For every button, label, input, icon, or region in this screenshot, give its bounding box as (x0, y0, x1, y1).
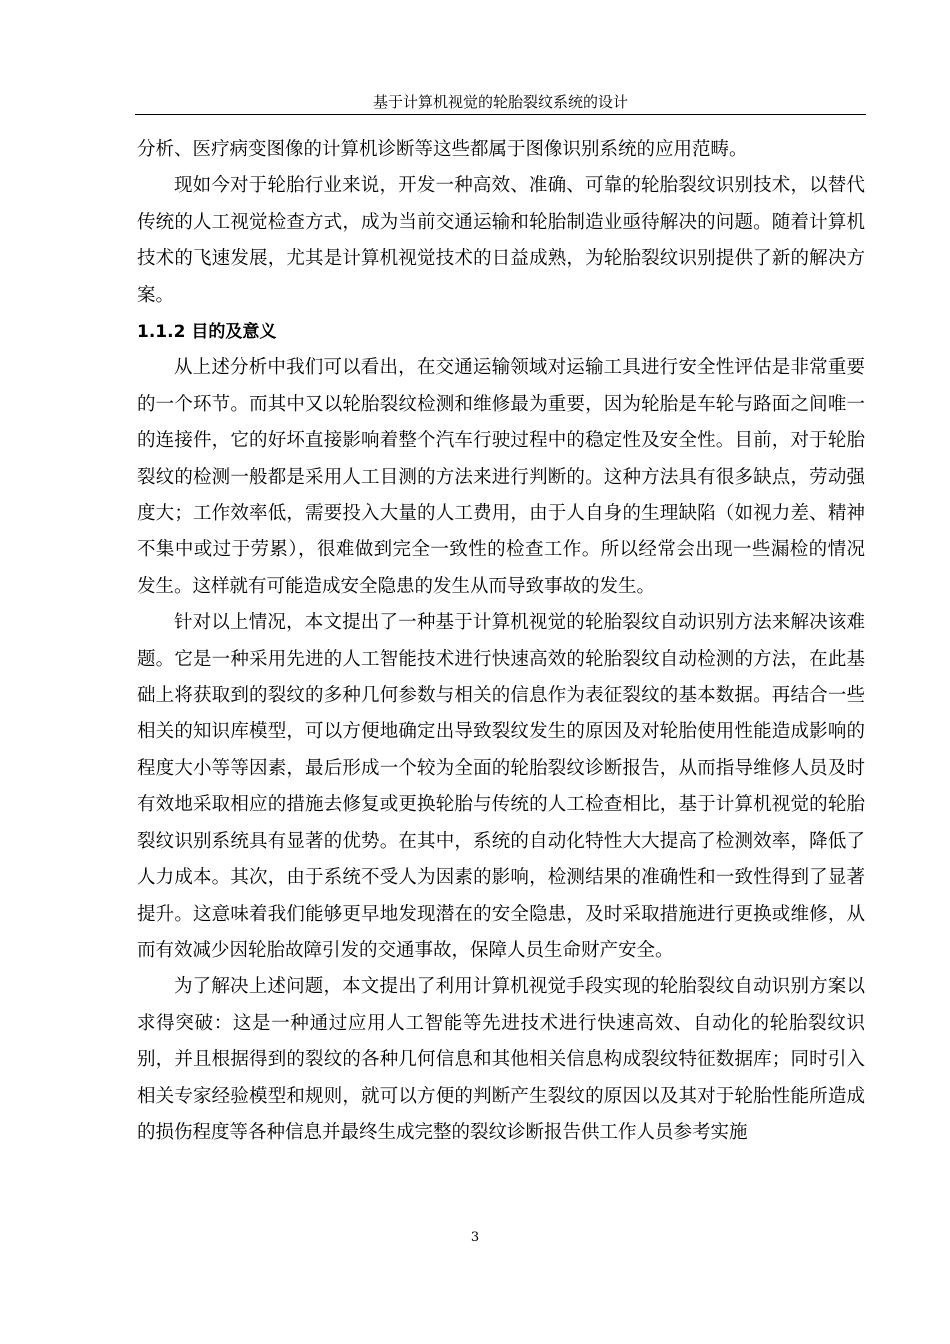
paragraph-continuation: 分析、医疗病变图像的计算机诊断等这些都属于图像识别系统的应用范畴。 (137, 139, 748, 160)
section-heading: 1.1.2 目的及意义 (137, 322, 277, 343)
paragraph-solution: 为了解决上述问题，本文提出了利用计算机视觉手段实现的轮胎裂纹自动识别方案以求得突破：这是一种通过应用人工智能等先进技术进行快速高效、自动化的轮胎裂纹识别，并且根据得到的裂纹的各种几何信息和其他相关信息构成裂纹特征数据库；同时引入相关专家经验模型和规则，就可以方便的判断产生裂纹的原因以及其对于轮胎性能所造成的损伤程度等各种信息并最终生成完整的裂纹诊断报告供工作人员参考实施 (137, 976, 865, 1143)
header-divider (135, 114, 866, 115)
document-body (137, 132, 865, 1151)
paragraph-proposal: 针对以上情况，本文提出了一种基于计算机视觉的轮胎裂纹自动识别方法来解决该难题。它是一种采用先进的人工智能技术进行快速高效的轮胎裂纹自动检测的方法，在此基础上将获取到的裂纹的多种几何参数与相关的信息作为表征裂纹的基本数据。再结合一些相关的知识库模型，可以方便地确定出导致裂纹发生的原因及对轮胎使用性能造成影响的程度大小等等因素，最后形成一个较为全面的轮胎裂纹诊断报告，从而指导维修人员及时有效地采取相应的措施去修复或更换轮胎与传统的人工检查相比，基于计算机视觉的轮胎裂纹识别系统具有显著的优势。在其中，系统的自动化特性大大提高了检测效率，降低了人力成本。其次，由于系统不受人为因素的影响，检测结果的准确性和一致性得到了显著提升。这意味着我们能够更早地发现潜在的安全隐患，及时采取措施进行更换或维修，从而有效减少因轮胎故障引发的交通事故，保障人员生命财产安全。 (137, 612, 865, 961)
paragraph-analysis: 从上述分析中我们可以看出，在交通运输领域对运输工具进行安全性评估是非常重要的一个环节。而其中又以轮胎裂纹检测和维修最为重要，因为轮胎是车轮与路面之间唯一的连接件，它的好坏直接影响着整个汽车行驶过程中的稳定性及安全性。目前，对于轮胎裂纹的检测一般都是采用人工目测的方法来进行判断的。这种方法具有很多缺点，劳动强度大；工作效率低，需要投入大量的人工费用，由于人自身的生理缺陷（如视力差、精神不集中或过于劳累），很难做到完全一致性的检查工作。所以经常会出现一些漏检的情况发生。这样就有可能造成安全隐患的发生从而导致事故的发生。 (137, 357, 865, 597)
running-header: 基于计算机视觉的轮胎裂纹系统的设计 (372, 93, 628, 111)
paragraph-background: 现如今对于轮胎行业来说，开发一种高效、准确、可靠的轮胎裂纹识别技术，以替代传统的人工视觉检查方式，成为当前交通运输和轮胎制造业亟待解决的问题。随着计算机技术的飞速发展，尤其是计算机视觉技术的日益成熟，为轮胎裂纹识别提供了新的解决方案。 (137, 175, 865, 306)
page-number: 3 (470, 1230, 480, 1245)
